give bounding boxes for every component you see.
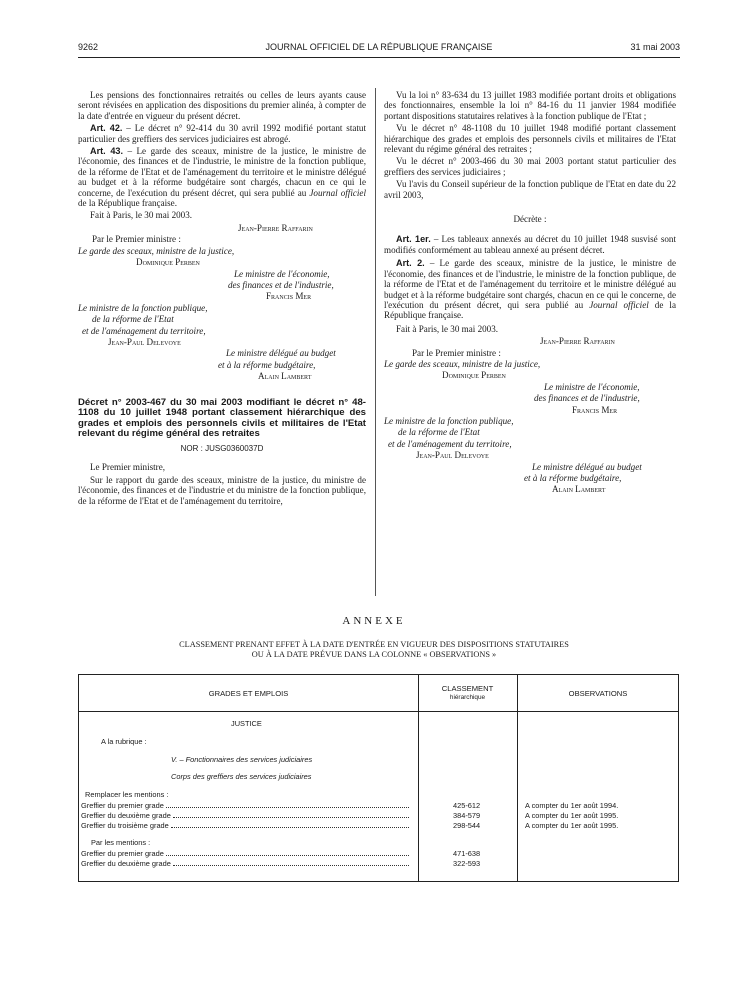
classement-value: 298-544	[453, 821, 481, 830]
left-column	[78, 90, 366, 508]
annexe-title: ANNEXE	[342, 615, 406, 627]
table-row: Greffier du premier grade	[81, 801, 411, 810]
header-rule	[78, 57, 680, 58]
article-2-journal: Journal officiel	[589, 299, 649, 310]
bud-name: Alain Lambert	[258, 371, 312, 382]
article-43-journal: Journal officiel	[309, 187, 366, 198]
bud-title-1-right: Le ministre délégué au budget	[532, 461, 642, 472]
article-1-text: – Les tableaux annexés au décret du 10 juillet 1948 susvisé sont modifiés conformément au tableau annexé au présent décret.	[384, 234, 676, 255]
publication-date: 31 mai 2003	[630, 42, 680, 52]
fp-name: Jean-Paul Delevoye	[108, 336, 181, 347]
table-row: Greffier du deuxième grade	[81, 811, 411, 820]
par-premier-ministre-right: Par le Premier ministre :	[412, 347, 501, 358]
fp-title-3-right: et de l'aménagement du territoire,	[388, 438, 512, 449]
eco-title-1-right: Le ministre de l'économie,	[544, 381, 640, 392]
bud-title-1: Le ministre délégué au budget	[226, 348, 336, 359]
observation-value: A compter du 1er août 1995.	[525, 811, 619, 820]
article-43-text: – Le garde des sceaux, ministre de la justice, le ministre de l'économie, des finances et de l'industrie, le ministre de la fonction publique, de la réforme de l'Etat et de l'aménagement du territoire et le ministre délégué au budget et à la réforme budgétaire sont chargés, chacun en ce qui le concerne, de l'exécution du présent décret, qui sera publié au	[78, 146, 366, 198]
article-1-label: Art. 1er.	[396, 234, 431, 245]
page-header	[78, 42, 680, 56]
subsection-label: V. – Fonctionnaires des services judiciaires	[171, 755, 313, 764]
right-column	[384, 90, 676, 496]
classement-value: 471-638	[453, 849, 481, 858]
page-number: 9262	[78, 42, 99, 52]
signatory-pm-right: Jean-Pierre Raffarin	[540, 336, 615, 347]
vu-loi-1983: Vu la loi n° 83-634 du 13 juillet 1983 modifiée portant droits et obligations des fonctionnaires, ensemble la loi n° 84-16 du 11 janvier 1984 modifiée portant dispositions statutaires relatives à la fonction publique de l'Etat ;	[384, 90, 676, 121]
remplacer-label: Remplacer les mentions :	[85, 790, 169, 799]
annexe-subtitle-2: OU À LA DATE PRÉVUE DANS LA COLONNE « OBSERVATIONS »	[251, 650, 497, 659]
article-42-text: – Le décret n° 92-414 du 30 avril 1992 modifié portant statut particulier des greffiers des services judiciaires est abrogé.	[78, 123, 366, 144]
annexe-subtitle-1: CLASSEMENT PRENANT EFFET À LA DATE D'ENTRÉE EN VIGUEUR DES DISPOSITIONS STATUTAIRES	[179, 640, 569, 649]
fp-name-right: Jean-Paul Delevoye	[416, 450, 489, 461]
signatures-right	[384, 336, 676, 495]
article-43	[78, 146, 366, 208]
garde-title: Le garde des sceaux, ministre de la justice,	[78, 245, 235, 256]
vu-decret-2003: Vu le décret n° 2003-466 du 30 mai 2003 portant statut particulier des greffiers des services judiciaires ;	[384, 156, 676, 177]
table-row: Greffier du deuxième grade	[81, 859, 411, 868]
nor-reference: NOR : JUSG0360037D	[180, 443, 264, 453]
par-label: Par les mentions :	[91, 838, 151, 847]
rapport-paragraph: Sur le rapport du garde des sceaux, ministre de la justice, du ministre de l'économie, des finances et de l'industrie et du ministre de la fonction publique, de la réforme de l'Etat et de l'aménagement du territoire,	[78, 474, 366, 506]
article-2-text: – Le garde des sceaux, ministre de la justice, le ministre de l'économie, des finances et de l'industrie, le ministre de la fonction publique, de la réforme de l'Etat et de l'aménagement du territoire et le ministre délégué au budget et à la réforme budgétaire sont chargés, chacun en ce qui le concerne, de l'exécution du présent décret, qui sera publié au	[384, 258, 676, 310]
table-row: Greffier du troisième grade	[81, 821, 411, 830]
premier-ministre: Le Premier ministre,	[90, 462, 166, 473]
section-justice: JUSTICE	[231, 719, 262, 728]
header-grades: GRADES ET EMPLOIS	[208, 688, 289, 698]
column-divider	[375, 88, 376, 596]
fp-title-2: de la réforme de l'Etat	[92, 314, 174, 325]
annexe-subtitle	[110, 640, 638, 660]
pensions-paragraph: Les pensions des fonctionnaires retraités ou celles de leurs ayants cause seront révisées en application des dispositions du premier alinéa, à compter de la date d'entrée en vigueur du présent décret.	[78, 90, 366, 121]
eco-title-2: des finances et de l'industrie,	[228, 279, 334, 290]
bud-name-right: Alain Lambert	[552, 484, 606, 495]
observation-value: A compter du 1er août 1995.	[525, 821, 619, 830]
fait-a-paris-right: Fait à Paris, le 30 mai 2003.	[396, 323, 499, 334]
bud-title-2: et à la réforme budgétaire,	[218, 359, 316, 370]
eco-name-right: Francis Mer	[572, 404, 618, 415]
article-43-end: de la République française.	[78, 198, 177, 209]
header-divider	[79, 711, 678, 712]
article-43-label: Art. 43.	[90, 146, 124, 157]
table-row: Greffier du premier grade	[81, 849, 411, 858]
bud-title-2-right: et à la réforme budgétaire,	[524, 473, 622, 483]
rubrique-label: A la rubrique :	[101, 737, 147, 746]
eco-title-2-right: des finances et de l'industrie,	[534, 393, 640, 404]
signatures-left	[78, 223, 366, 382]
article-42	[78, 123, 366, 144]
eco-name: Francis Mer	[266, 291, 312, 302]
fp-title-3: et de l'aménagement du territoire,	[82, 325, 206, 336]
garde-title-right: Le garde des sceaux, ministre de la justice,	[384, 358, 541, 369]
par-premier-ministre: Par le Premier ministre :	[92, 234, 181, 245]
article-2-label: Art. 2.	[396, 258, 425, 269]
signatory-pm: Jean-Pierre Raffarin	[238, 222, 313, 233]
annexe-table	[78, 674, 679, 882]
classement-value: 425-612	[453, 801, 481, 810]
header-classement: CLASSEMENT hiérarchique	[441, 684, 494, 701]
decret-title: Décret n° 2003-467 du 30 mai 2003 modifiant le décret n° 48-1108 du 10 juillet 1948 portant classement hiérarchique des grades et emplois des personnels civils et militaires de l'Etat relevant du régime général des retraites	[78, 396, 366, 440]
header-observations: OBSERVATIONS	[568, 688, 628, 698]
fp-title-2-right: de la réforme de l'Etat	[398, 427, 480, 438]
garde-name: Dominique Perben	[136, 257, 200, 268]
journal-title: JOURNAL OFFICIEL DE LA RÉPUBLIQUE FRANÇAISE	[265, 42, 493, 52]
fait-a-paris: Fait à Paris, le 30 mai 2003.	[90, 210, 193, 221]
vu-decret-1948: Vu le décret n° 48-1108 du 10 juillet 1948 modifié portant classement hiérarchique des grades et emplois des personnels civils et militaires de l'Etat relevant du régime général des retraites ;	[384, 123, 676, 155]
garde-name-right: Dominique Perben	[442, 370, 506, 381]
decrete: Décrète :	[513, 214, 547, 225]
article-1	[384, 234, 676, 255]
vu-avis-conseil: Vu l'avis du Conseil supérieur de la fonction publique de l'Etat en date du 22 avril 2003,	[384, 179, 676, 200]
article-2-end: de la République française.	[384, 299, 676, 321]
classement-value: 322-593	[453, 859, 481, 868]
fp-title-1-right: Le ministre de la fonction publique,	[384, 415, 514, 426]
fp-title-1: Le ministre de la fonction publique,	[78, 302, 208, 313]
eco-title-1: Le ministre de l'économie,	[234, 268, 330, 279]
corps-label: Corps des greffiers des services judiciaires	[171, 772, 312, 781]
observation-value: A compter du 1er août 1994.	[525, 801, 619, 810]
article-42-label: Art. 42.	[90, 123, 123, 134]
article-2	[384, 258, 676, 320]
classement-value: 384-579	[453, 811, 481, 820]
